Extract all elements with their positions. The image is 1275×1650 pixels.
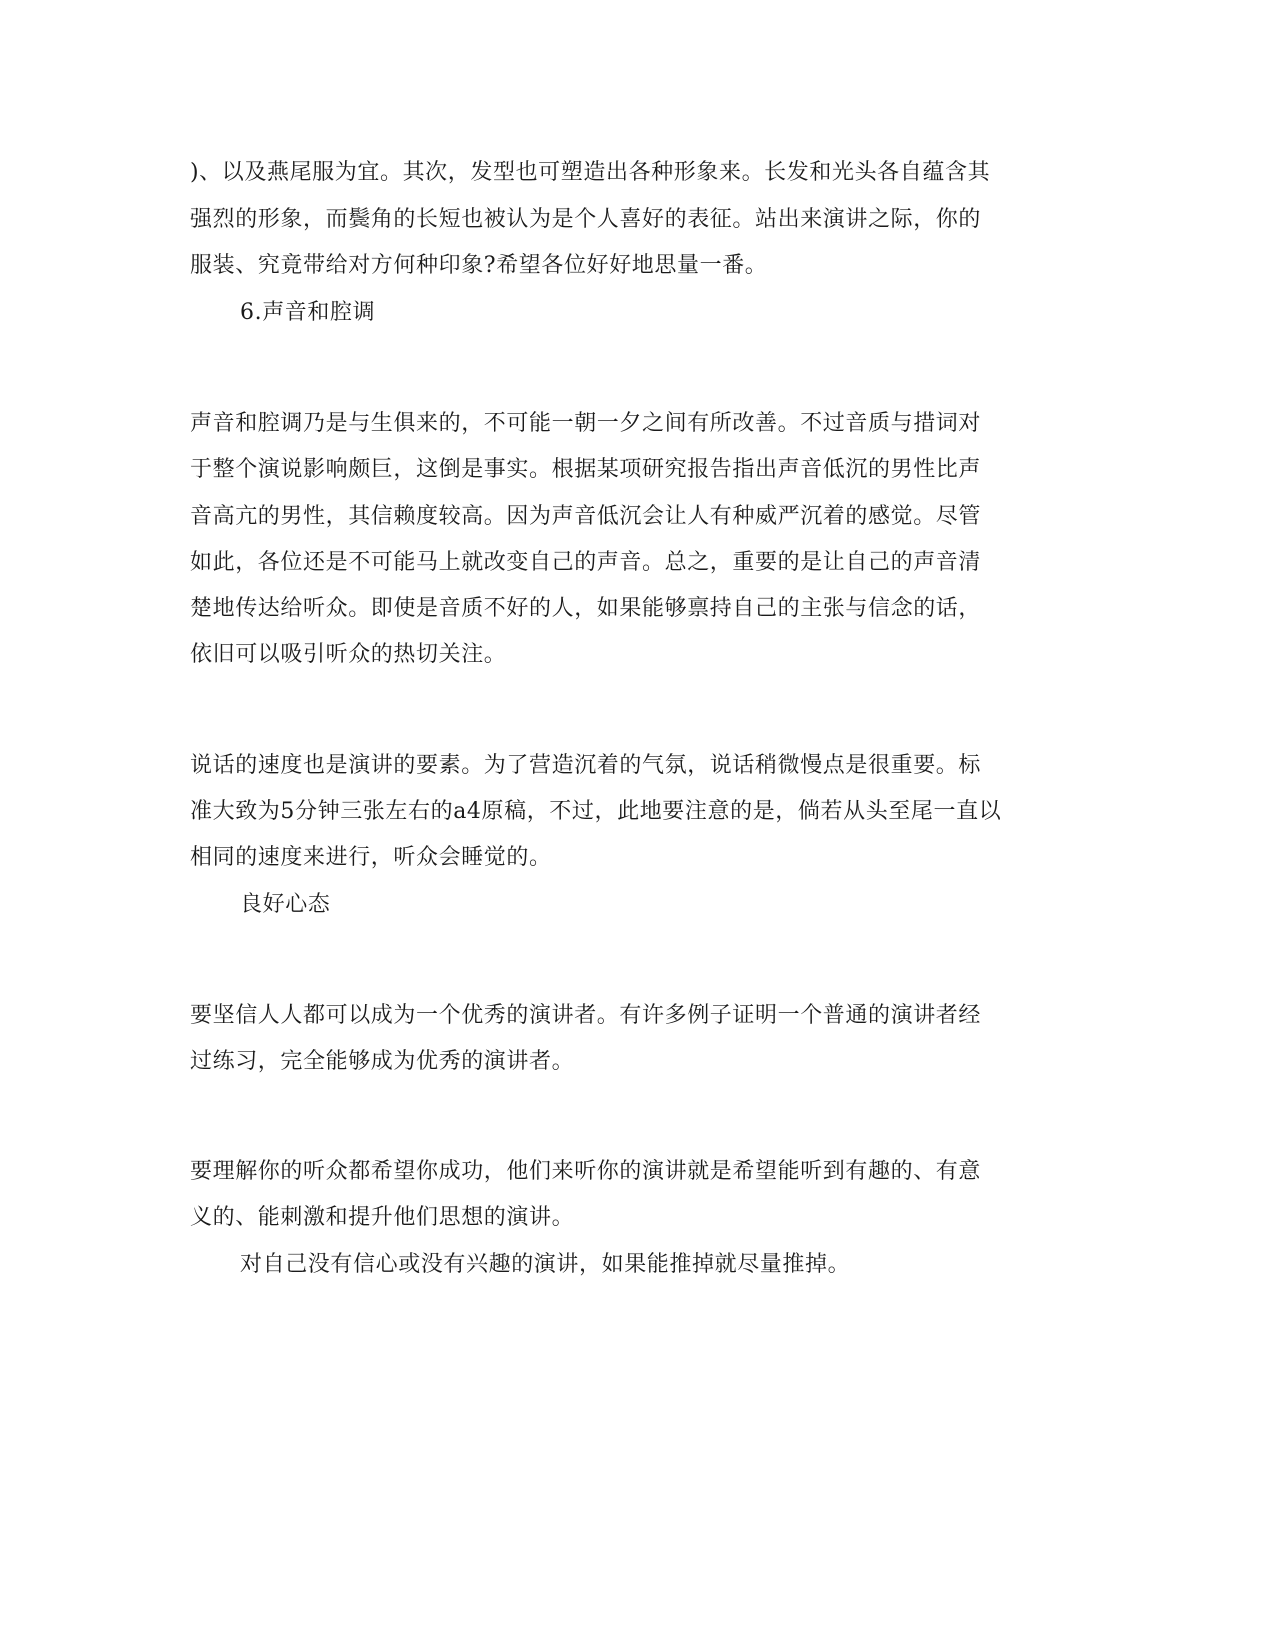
paragraph-line: 服装、究竟带给对方何种印象?希望各位好好地思量一番。 xyxy=(190,253,768,278)
section-heading: 良好心态 xyxy=(240,892,331,917)
paragraph-line: 于整个演说影响颇巨，这倒是事实。根据某项研究报告指出声音低沉的男性比声 xyxy=(190,457,982,482)
paragraph-line: 对自己没有信心或没有兴趣的演讲，如果能推掉就尽量推掉。 xyxy=(240,1252,851,1277)
paragraph-line: )、以及燕尾服为宜。其次，发型也可塑造出各种形象来。长发和光头各自蕴含其 xyxy=(190,160,991,185)
paragraph-line: 如此，各位还是不可能马上就改变自己的声音。总之，重要的是让自己的声音清 xyxy=(190,550,982,575)
paragraph-line: 要理解你的听众都希望你成功，他们来听你的演讲就是希望能听到有趣的、有意 xyxy=(190,1159,982,1184)
paragraph-line: 准大致为5分钟三张左右的a4原稿，不过，此地要注意的是，倘若从头至尾一直以 xyxy=(190,799,1002,824)
paragraph-line: 依旧可以吸引听众的热切关注。 xyxy=(190,642,507,667)
paragraph-line: 过练习，完全能够成为优秀的演讲者。 xyxy=(190,1049,575,1074)
paragraph-line: 音高亢的男性，其信赖度较高。因为声音低沉会让人有种威严沉着的感觉。尽管 xyxy=(190,504,982,529)
paragraph-line: 强烈的形象，而鬓角的长短也被认为是个人喜好的表征。站出来演讲之际，你的 xyxy=(190,207,982,232)
paragraph-line: 说话的速度也是演讲的要素。为了营造沉着的气氛，说话稍微慢点是很重要。标 xyxy=(190,753,982,778)
paragraph-line: 要坚信人人都可以成为一个优秀的演讲者。有许多例子证明一个普通的演讲者经 xyxy=(190,1003,982,1028)
section-heading: 6.声音和腔调 xyxy=(240,300,376,325)
paragraph-line: 楚地传达给听众。即使是音质不好的人，如果能够禀持自己的主张与信念的话， xyxy=(190,596,982,621)
paragraph-line: 义的、能刺激和提升他们思想的演讲。 xyxy=(190,1205,575,1230)
paragraph-line: 声音和腔调乃是与生俱来的，不可能一朝一夕之间有所改善。不过音质与措词对 xyxy=(190,411,982,436)
paragraph-line: 相同的速度来进行，听众会睡觉的。 xyxy=(190,845,552,870)
